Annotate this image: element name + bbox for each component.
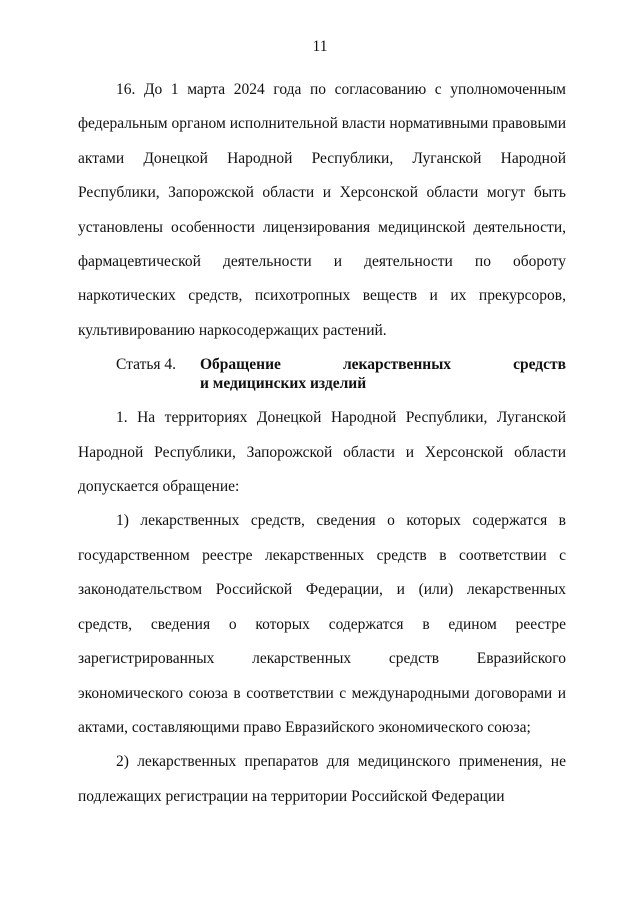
paragraph-4-1-1: 1) лекарственных средств, сведения о которых содержатся в государственном реестре лекарственных средств в соответствии с законодательством Российской Федерации, и (или) лекарственных средств, сведения о которых содержатся в едином реестре зарегистрированных лекарственных средств Евразийского экономического союза в соответствии с международными договорами и актами, составляющими право Евразийского экономического союза; [78, 512, 566, 736]
article-label: Статья 4. [116, 356, 177, 374]
article-title-line-2: и медицинских изделий [200, 375, 367, 393]
document-body [78, 73, 566, 814]
paragraph-4-1: 1. На территориях Донецкой Народной Республики, Луганской Народной Республики, Запорожской области и Херсонской области допускается обращение: [78, 409, 566, 496]
page-number: 11 [312, 38, 328, 55]
paragraph-16: 16. До 1 марта 2024 года по согласованию с уполномоченным федеральным органом исполнительной власти нормативными правовыми актами Донецкой Народной Республики, Луганской Народной Республики, Запорожской области и Херсонской области могут быть установлены особенности лицензирования медицинской деятельности, фармацевтической деятельности и деятельности по обороту наркотических средств, психотропных веществ и их прекурсоров, культивированию наркосодержащих растений. [78, 81, 566, 339]
paragraph-4-1-2: 2) лекарственных препаратов для медицинского применения, не подлежащих регистрации на территории Российской Федерации [78, 753, 566, 805]
article-title-line-1: Обращение лекарственных средств [200, 356, 566, 374]
article-title [200, 355, 566, 393]
article-heading [78, 348, 566, 401]
